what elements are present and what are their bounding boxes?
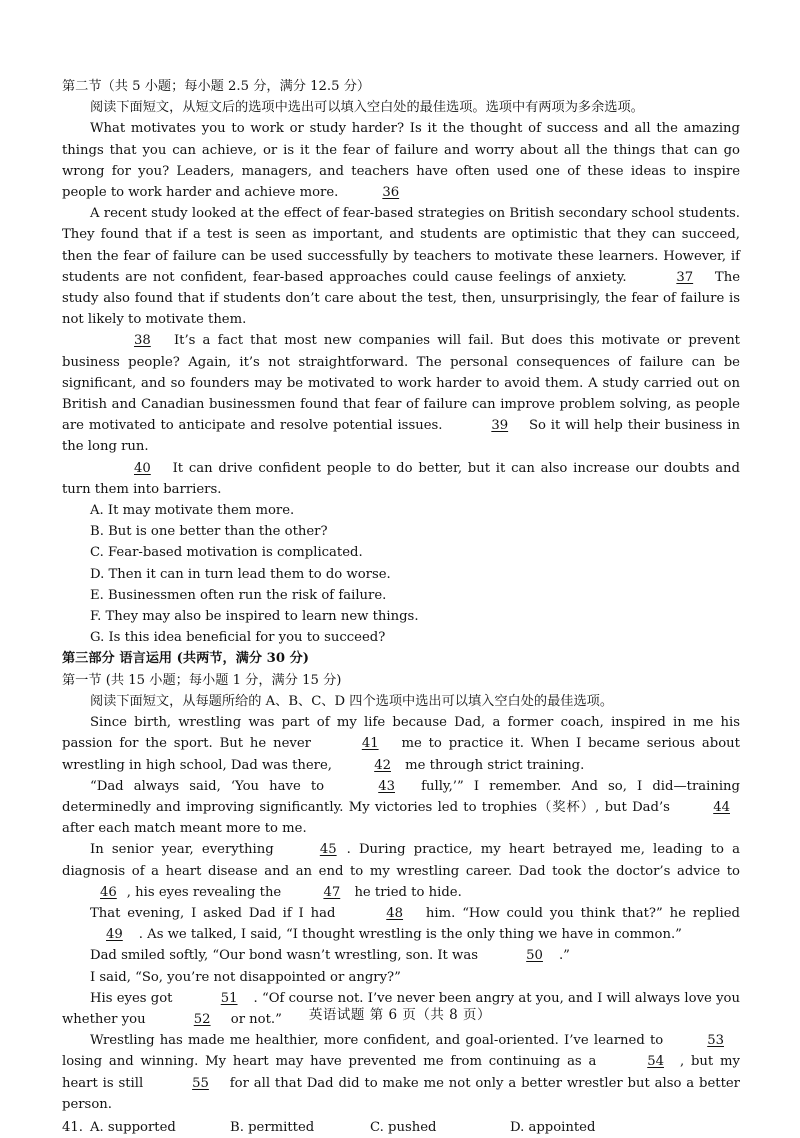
- blank-54[interactable]: 54: [647, 1054, 664, 1070]
- passage2-paragraph: That evening, I asked Dad if I had 48 him. “How could you think that?” he replied 49 . As we talked, I said, “I thought wrestling is the only thing we have in common.”: [62, 903, 740, 945]
- blank-46[interactable]: 46: [100, 884, 117, 900]
- blank-39[interactable]: 39: [491, 418, 509, 434]
- part3-heading: 第三部分 语言运用 (共两节，满分 30 分): [62, 651, 310, 667]
- passage1-paragraph: A recent study looked at the effect of fear-based strategies on British secondary school students. They found that if a test is seen as important, and students are optimistic that they can succeed, then the fear of failure can be used successfully by teachers to motivate these learners. However, if students are not confident, fear-based approaches could cause feelings of anxiety. 37 The study also found that if students don’t care about the test, then, unsurprisingly, the fear of failure is not likely to motivate them.: [62, 206, 740, 328]
- passage2-paragraph: “Dad always said, ‘You have to 43 fully,’” I remember. And so, I did—training determinedly and improving significantly. My victories led to trophies（奖杯）, but Dad’s 44 after each match meant more to me.: [62, 776, 740, 840]
- blank-44[interactable]: 44: [713, 799, 730, 815]
- option-b: B. But is one better than the other?: [90, 524, 328, 540]
- blank-45[interactable]: 45: [319, 842, 337, 858]
- passage2-paragraph: Dad smiled softly, “Our bond wasn’t wrestling, son. It was 50 .”: [62, 945, 740, 966]
- blank-37[interactable]: 37: [676, 269, 694, 285]
- blank-55[interactable]: 55: [192, 1075, 209, 1091]
- blank-36[interactable]: 36: [382, 185, 400, 201]
- choice-b[interactable]: B. permitted: [230, 1119, 315, 1135]
- blank-53[interactable]: 53: [707, 1033, 724, 1049]
- question-41-choices: [62, 1117, 740, 1138]
- question-number: 41.: [62, 1119, 83, 1135]
- blank-51[interactable]: 51: [220, 990, 238, 1006]
- blank-48[interactable]: 48: [386, 905, 404, 921]
- blank-40[interactable]: 40: [134, 460, 151, 476]
- passage1-paragraph: 40 It can drive confident people to do better, but it can also increase our doubts and turn them into barriers.: [62, 458, 740, 500]
- choice-a[interactable]: A. supported: [90, 1119, 176, 1135]
- option-a: A. It may motivate them more.: [90, 503, 295, 519]
- blank-47[interactable]: 47: [323, 884, 341, 900]
- passage2-paragraph: I said, “So, you’re not disappointed or angry?”: [90, 969, 401, 985]
- page-footer: 英语试题 第 6 页（共 8 页）: [308, 1007, 492, 1023]
- passage2-paragraph: His eyes got 51 . “Of course not. I’ve never been angry at you, and I will always love you whether you 52 or not.”: [62, 988, 740, 1030]
- blank-41[interactable]: 41: [361, 736, 379, 752]
- blank-43[interactable]: 43: [378, 778, 395, 794]
- passage1-paragraph: What motivates you to work or study harder? Is it the thought of success and all the amazing things that you can achieve, or is it the fear of failure and worry about all the things that can go wrong for you? Leaders, managers, and teachers have often used one of these ideas to inspire people to work harder and achieve more. 36: [62, 118, 740, 203]
- passage2-paragraph: Since birth, wrestling was part of my life because Dad, a former coach, inspired in me his passion for the sport. But he never 41 me to practice it. When I became serious about wrestling in high school, Dad was there, 42 me through strict training.: [62, 712, 740, 776]
- passage2-paragraph: Wrestling has made me healthier, more confident, and goal-oriented. I’ve learned to 53 losing and winning. My heart may have prevented me from continuing as a 54 , but my heart is still 55 for all that Dad did to make me not only a better wrestler but also a better person.: [62, 1030, 740, 1115]
- section2-instruction: 阅读下面短文，从短文后的选项中选出可以填入空白处的最佳选项。选项中有两项为多余选项。: [90, 100, 644, 116]
- choice-d[interactable]: D. appointed: [510, 1119, 596, 1135]
- option-e: E. Businessmen often run the risk of failure.: [90, 587, 387, 603]
- exam-page: [62, 76, 740, 1138]
- part3-instruction: 阅读下面短文，从每题所给的 A、B、C、D 四个选项中选出可以填入空白处的最佳选项。: [90, 693, 614, 709]
- passage2-paragraph: In senior year, everything 45 . During practice, my heart betrayed me, leading to a diagnosis of a heart disease and an end to my wrestling career. Dad took the doctor’s advice to 46 , his eyes revealing the 47 he tried to hide.: [62, 839, 740, 903]
- blank-38[interactable]: 38: [134, 333, 151, 349]
- section2-heading: 第二节（共 5 小题；每小题 2.5 分，满分 12.5 分）: [62, 79, 371, 94]
- passage1-paragraph: 38 It’s a fact that most new companies will fail. But does this motivate or prevent business people? Again, it’s not straightforward. The personal consequences of failure can be significant, and so founders may be motivated to work harder to avoid them. A study carried out on British and Canadian businessmen found that fear of failure can improve problem solving, as people are motivated to anticipate and resolve potential issues. 39 So it will help their business in the long run.: [62, 330, 740, 457]
- option-f: F. They may also be inspired to learn new things.: [90, 609, 419, 625]
- blank-52[interactable]: 52: [193, 1011, 211, 1027]
- option-g: G. Is this idea beneficial for you to succeed?: [90, 630, 386, 646]
- blank-42[interactable]: 42: [374, 757, 391, 773]
- option-d: D. Then it can in turn lead them to do worse.: [90, 566, 391, 582]
- part3-sub-heading: 第一节 (共 15 小题；每小题 1 分，满分 15 分): [62, 672, 342, 688]
- blank-50[interactable]: 50: [526, 948, 543, 964]
- option-c: C. Fear-based motivation is complicated.: [90, 545, 363, 561]
- choice-c[interactable]: C. pushed: [370, 1119, 437, 1135]
- blank-49[interactable]: 49: [106, 927, 123, 943]
